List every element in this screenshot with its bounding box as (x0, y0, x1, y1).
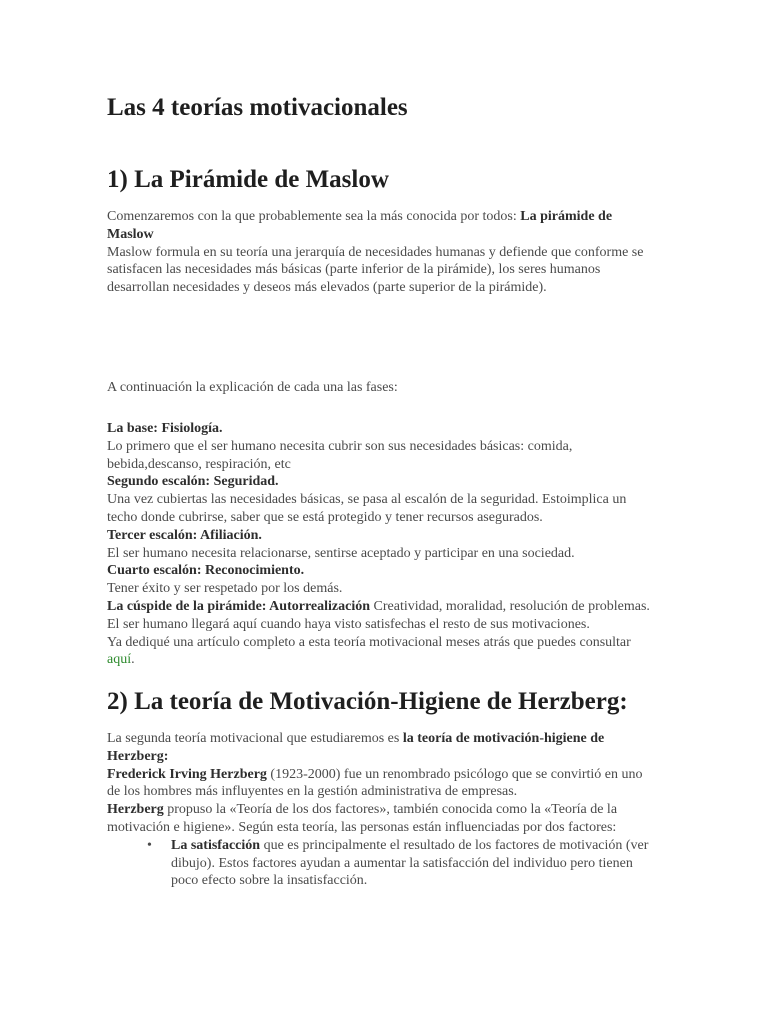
phase-title: La base: Fisiología. (107, 421, 223, 436)
document-title: Las 4 teorías motivacionales (107, 94, 408, 121)
factor-bold: La satisfacción (171, 837, 261, 853)
phase-title: Tercer escalón: Afiliación. (107, 527, 262, 543)
phases-intro (107, 379, 659, 397)
maslow-description: Maslow formula en su teoría una jerarquía de necesidades humanas y defiende que conforme se satisfacen las necesidades más básicas (parte inferior de la pirámide), los seres humanos desarrollan necesidades y deseos más elevados (parte superior de la pirámide). (107, 244, 644, 296)
factor-text: que es principalmente el resultado de los factores de motivación (ver dibujo). Estos factores ayudan a aumentar la satisfacción del individuo pero tienen poco efecto sobre la insatisfacción. (171, 837, 649, 889)
phase-text: Tener éxito y ser respetado por los demás. (107, 581, 343, 597)
maslow-intro-paragraph (107, 208, 659, 297)
herzberg-bio-text: (1923-2000) fue un renombrado psicólogo que se convirtió en uno de los hombres más influyentes en la gestión administrativa de empresas. (107, 766, 643, 800)
phase-text: El ser humano necesita relacionarse, sentirse aceptado y participar en una sociedad. (107, 545, 575, 561)
phase-text: Lo primero que el ser humano necesita cubrir son sus necesidades básicas: comida, bebida,descanso, respiración, etc (107, 438, 573, 472)
article-text: Ya dediqué una artículo completo a esta teoría motivacional meses atrás que puedes consultar (107, 634, 631, 650)
phase-title: Cuarto escalón: Reconocimiento. (107, 563, 305, 579)
cuspide-text: Creatividad, moralidad, resolución de problemas. El ser humano llegará aquí cuando haya visto satisfechas el resto de sus motivaciones. (107, 598, 650, 632)
herzberg-bio-name: Frederick Irving Herzberg (107, 766, 267, 782)
phase-text: Una vez cubiertas las necesidades básicas, se pasa al escalón de la seguridad. Estoimplica un techo donde cubrirse, saber que se está protegido y tener recursos asegurados. (107, 492, 627, 525)
herzberg-content (107, 730, 659, 890)
bullet-icon: • (147, 837, 152, 853)
cuspide-title: La cúspide de la pirámide: Autorrealización (107, 598, 371, 614)
phases-list (107, 420, 659, 669)
herzberg-intro-bold: la teoría de motivación-higiene de Herzberg: (107, 731, 605, 764)
section-heading-maslow: 1) La Pirámide de Maslow (107, 166, 389, 193)
maslow-intro-text: Comenzaremos con la que probablemente sea la más conocida por todos: (107, 209, 517, 224)
phases-intro-text: A continuación la explicación de cada una las fases: (107, 380, 398, 395)
herzberg-prop-text: propuso la «Teoría de los dos factores», también conocida como la «Teoría de la motivación e higiene». Según esta teoría, las personas están influenciadas por dos factores: (107, 802, 618, 835)
list-item (107, 837, 659, 890)
factors-list (107, 837, 659, 890)
herzberg-prop-name: Herzberg (107, 802, 164, 818)
herzberg-intro-text: La segunda teoría motivacional que estudiaremos es (107, 731, 400, 746)
article-link[interactable]: aquí (107, 652, 132, 668)
maslow-intro-bold: La pirámide de Maslow (107, 209, 613, 242)
phase-title: Segundo escalón: Seguridad. (107, 474, 279, 490)
section-heading-herzberg: 2) La teoría de Motivación-Higiene de Herzberg: (107, 688, 628, 715)
article-end: . (131, 652, 135, 668)
